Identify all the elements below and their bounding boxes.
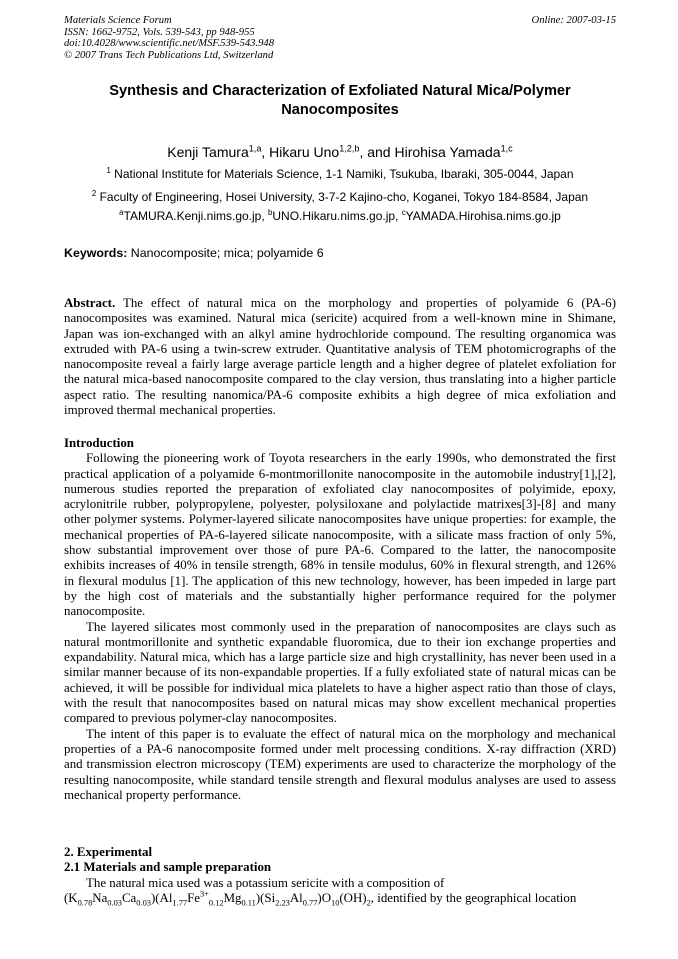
formula-superscript: 3+ (199, 889, 209, 899)
introduction-paragraph-2: The layered silicates most commonly used in the preparation of nanocomposites are clays such as natural montmorillonite and synthetic expandable fluoromica, due to their ion exchange properties and expandability. Natural mica, which has a large particle size and high crystallinity, has never been used in a similar manner because of its non-expandable properties. If a fully exfoliated state of natural micas can be achieved, it will be possible for individual mica platelets to have a higher aspect ratio than those of clays, with the result that nanocomposites based on natural micas may show excellent mechanical properties compared to previous polymer-clay nanocomposites. (64, 619, 616, 726)
introduction-paragraph-1: Following the pioneering work of Toyota researchers in the early 1990s, who demonstrated the first practical application of a polyamide 6-montmorillonite nanocomposite in the automobile industry[1],[2], numerous studies reported the preparation of exfoliated clay nanocomposites of polyimide, epoxy, acrylonitrile rubber, polypropylene, polyester, polysiloxane and polylactide matrixes[3]-[8] and many other polymer systems. Polymer-layered silicate nanocomposites have unique properties: for example, the mechanical properties of PA-6-layered silicate nanocomposite, with a silicate mass fraction of only 5%, show substantial improvement over those of pure PA-6. Compared to the latter, the nanocomposite exhibits increases of 40% in tensile strength, 68% in tensile modulus, 60% in flexural strength, and 126% in flexural modulus [1]. The application of this new technology, however, has been impeded in large part by the high cost of materials and the substantially higher performance required for the polymer nanocomposite. (64, 451, 616, 619)
formula-subscript: 1.77 (172, 898, 188, 908)
abstract-paragraph (64, 296, 616, 418)
email-address: UNO.Hikaru.nims.go.jp, (272, 209, 402, 223)
formula-part: Fe (187, 890, 200, 905)
title-line-2: Nanocomposites (281, 102, 399, 118)
email-mark: a (119, 208, 124, 217)
email-address: YAMADA.Hirohisa.nims.go.jp (405, 209, 561, 223)
abstract-label: Abstract. (64, 296, 116, 310)
formula-subscript: 0.78 (77, 898, 93, 908)
formula-part: Al (289, 890, 303, 905)
introduction-section (64, 436, 616, 803)
mica-composition-formula (64, 891, 616, 906)
formula-part: )O (317, 890, 332, 905)
journal-name: Materials Science Forum (64, 15, 172, 26)
author-separator: , (261, 144, 270, 160)
abstract-text: The effect of natural mica on the morphology and properties of polyamide 6 (PA-6) nanocomposites was examined. Natural mica (sericite) acquired from a well-known mine in Shimane, Japan was ion-exchanged with an alkyl amine hydrochloride compound. The resulting organomica was extruded with PA-6 using a twin-screw extruder. Quantitative analysis of TEM photomicrographs of the nanocomposite reveal a fairly large average particle length and a higher degree of platelet exfoliation for the natural mica-based nanocomposite compared to the clay version, thus translating into a higher particle aspect ratio. The resulting nanomica/PA-6 composite exhibits a high degree of mica exfoliation and improved thermal mechanical properties. (64, 296, 616, 418)
formula-part: Na (92, 890, 108, 905)
author-name: Kenji Tamura (167, 144, 249, 160)
online-date: Online: 2007-03-15 (531, 15, 616, 26)
journal-header (64, 15, 616, 61)
experimental-heading: 2. Experimental (64, 845, 153, 859)
author-list (64, 142, 616, 162)
affiliation-text: Faculty of Engineering, Hosei University, 3-7-2 Kajino-cho, Koganei, Tokyo 184-8584, Japan (96, 190, 589, 204)
formula-part: Ca (121, 890, 137, 905)
introduction-heading: Introduction (64, 436, 134, 450)
email-mark: c (401, 208, 406, 217)
formula-subscript: 0.11 (241, 898, 256, 908)
introduction-paragraph-3: The intent of this paper is to evaluate the effect of natural mica on the morphology and mechanical properties of a PA-6 nanocomposite formed under melt processing conditions. X-ray diffraction (XRD) and transmission electron microscopy (TEM) experiments are used to characterize the morphology of the resulting nanocomposite, while standard tensile strength and flexural modulus analyses are used to assess mechanical property performance. (64, 726, 616, 802)
copyright-line: © 2007 Trans Tech Publications Ltd, Switzerland (64, 49, 274, 61)
formula-part: (K (64, 890, 78, 905)
formula-subscript: 2 (366, 898, 371, 908)
affiliation-mark: 1 (106, 166, 111, 175)
email-address: TAMURA.Kenji.nims.go.jp, (123, 209, 269, 223)
formula-part: (OH) (339, 890, 367, 905)
author-emails (64, 208, 616, 224)
formula-part: )(Al (150, 890, 173, 905)
email-mark: b (268, 208, 273, 217)
author-separator: , and (359, 144, 395, 160)
author-name: Hikaru Uno (269, 144, 340, 160)
formula-subscript: 10 (331, 898, 340, 908)
keywords-text: Nanocomposite; mica; polyamide 6 (127, 246, 324, 260)
formula-subscript: 0.12 (208, 898, 224, 908)
author-name: Hirohisa Yamada (394, 144, 501, 160)
affiliation-text: National Institute for Materials Science, 1-1 Namiki, Tsukuba, Ibaraki, 305-0044, Japan (110, 167, 574, 181)
author-affiliation-mark: 1,2,b (339, 143, 360, 154)
abstract-section (64, 296, 616, 418)
keywords (64, 245, 616, 261)
paper-title (64, 82, 616, 120)
doi-line: doi:10.4028/www.scientific.net/MSF.539-543.948 (64, 38, 274, 50)
formula-part: )(Si (255, 890, 276, 905)
formula-continuation: , identified by the geographical location (370, 890, 577, 905)
affiliation-2 (64, 189, 616, 205)
title-line-1: Synthesis and Characterization of Exfoliated Natural Mica/Polymer (109, 83, 571, 99)
formula-subscript: 0.77 (302, 898, 318, 908)
keywords-label: Keywords: (64, 246, 128, 260)
author-affiliation-mark: 1,a (248, 143, 262, 154)
formula-part: Mg (223, 890, 242, 905)
formula-subscript: 0.03 (107, 898, 122, 908)
experimental-section (64, 845, 616, 906)
affiliation-1 (64, 166, 616, 182)
author-affiliation-mark: 1,c (500, 143, 513, 154)
formula-subscript: 0.03 (136, 898, 151, 908)
experimental-paragraph: The natural mica used was a potassium sericite with a composition of (86, 875, 445, 890)
materials-subheading: 2.1 Materials and sample preparation (64, 860, 272, 875)
affiliation-mark: 2 (91, 189, 97, 198)
formula-subscript: 2.23 (275, 898, 290, 908)
issn-line: ISSN: 1662-9752, Vols. 539-543, pp 948-955 (64, 26, 255, 38)
